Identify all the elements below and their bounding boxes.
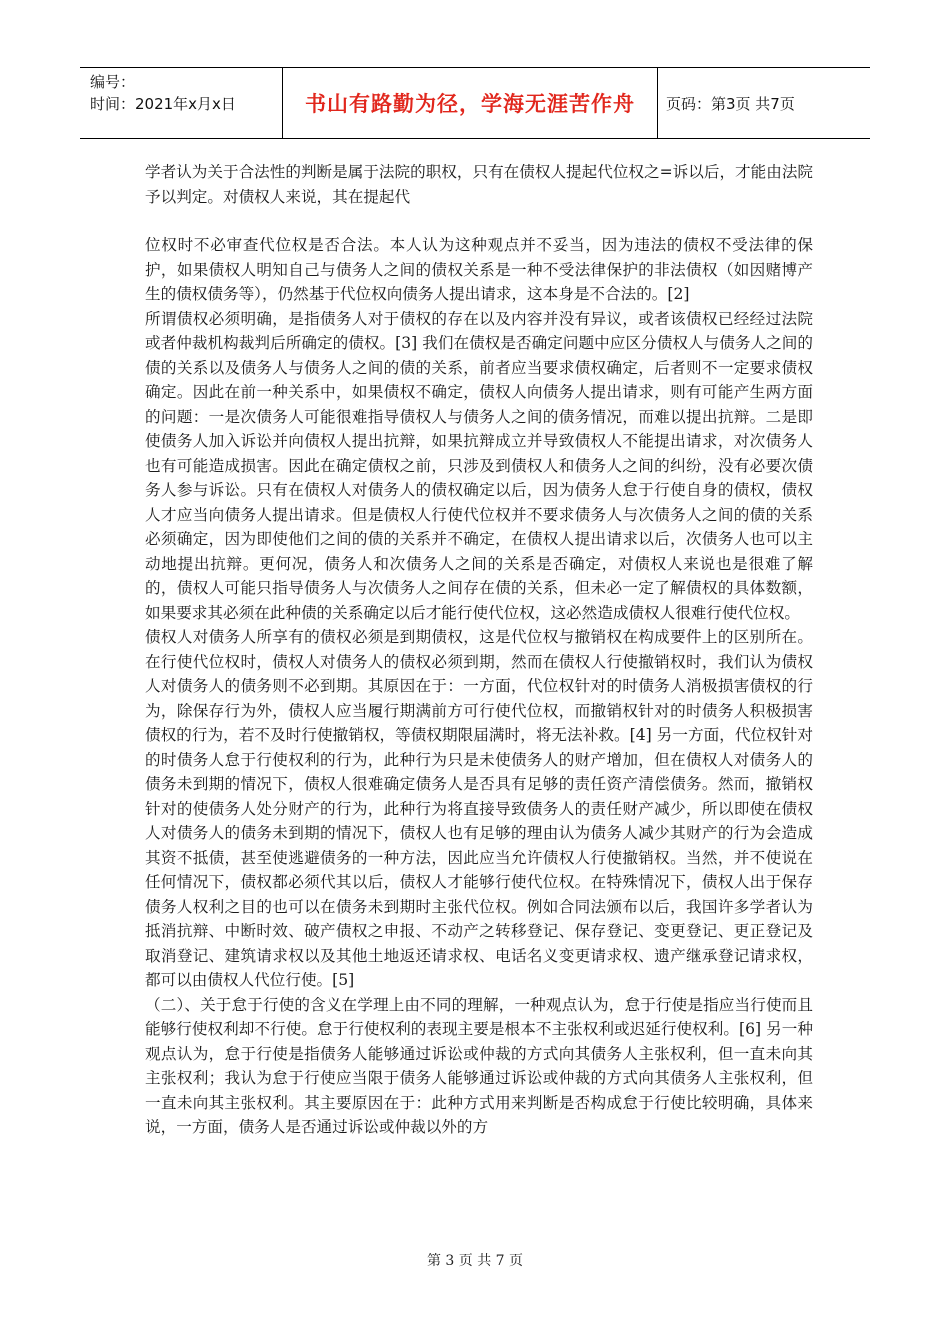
body-paragraph: 债权人对债务人所享有的债权必须是到期债权，这是代位权与撤销权在构成要件上的区别所在。在行使代位权时，债权人对债务人的债权必须到期，然而在债权人行使撤销权时，我们认为债权人对债务人的债务则不必到期。其原因在于：一方面，代位权针对的时债务人消极损害债权的行为，除保存行为外，债权人应当履行期满前方可行使代位权，而撤销权针对的时债务人积极损害债权的行为，若不及时行使撤销权，等债权期限届满时，将无法补救。[4] 另一方面，代位权针对的时债务人怠于行使权利的行为，此种行为只是未使债务人的财产增加，但在债权人对债务人的债务未到期的情况下，债权人很难确定债务人是否具有足够的责任资产清偿债务。然而，撤销权针对的使债务人处分财产的行为，此种行为将直接导致债务人的责任财产减少，所以即使在债权人对债务人的债务未到期的情况下，债权人也有足够的理由认为债务人减少其财产的行为会造成其资不抵债，甚至使逃避债务的一种方法，因此应当允许债权人行使撤销权。当然，并不使说在任何情况下，债权都必须代其以后，债权人才能够行使代位权。在特殊情况下，债权人出于保存债务人权利之目的也可以在债务未到期时主张代位权。例如合同法颁布以后，我国许多学者认为抵消抗辩、中断时效、破产债权之申报、不动产之转移登记、保存登记、变更登记、更正登记及取消登记、建筑请求权以及其他土地返还请求权、电话名义变更请求权、遗产继承登记请求权，都可以由债权人代位行使。[5]	[145, 628, 813, 989]
document-number-label: 编号：	[90, 73, 136, 91]
page-footer	[0, 1250, 950, 1270]
header-page-info: 页码：第3页 共7页	[666, 94, 795, 113]
page-footer-text: 第 3 页 共 7 页	[426, 1253, 524, 1269]
document-body	[145, 160, 813, 1140]
body-paragraph: 位权时不必审查代位权是否合法。本人认为这种观点并不妥当，因为违法的债权不受法律的保护，如果债权人明知自己与债务人之间的债权关系是一种不受法律保护的非法债权（如因赌博产生的债权债务等），仍然基于代位权向债务人提出请求，这本身是不合法的。[2]	[145, 236, 813, 303]
document-header	[80, 67, 870, 139]
header-page-cell	[658, 68, 870, 138]
header-meta-cell	[80, 68, 282, 138]
body-paragraph: 所谓债权必须明确，是指债务人对于债权的存在以及内容并没有异议，或者该债权已经经过法院或者仲裁机构裁判后所确定的债权。[3] 我们在债权是否确定问题中应区分债权人与债务人之间的债的关系以及债务人与债务人之间的债的关系，前者应当要求债权确定，后者则不一定要求债权确定。因此在前一种关系中，如果债权不确定，债权人向债务人提出请求，则有可能产生两方面的问题：一是次债务人可能很难指导债权人与债务人之间的债务情况，而难以提出抗辩。二是即使债务人加入诉讼并向债权人提出抗辩，如果抗辩成立并导致债权人不能提出请求，对次债务人也有可能造成损害。因此在确定债权之前，只涉及到债权人和债务人之间的纠纷，没有必要次债务人参与诉讼。只有在债权人对债务人的债权确定以后，因为债务人怠于行使自身的债权，债权人才应当向债务人提出请求。但是债权人行使代位权并不要求债务人与次债务人之间的债的关系必须确定，因为即使他们之间的债的关系并不确定，在债权人提出请求以后，次债务人也可以主动地提出抗辩。更何况，债务人和次债务人之间的关系是否确定，对债权人来说也是很难了解的，债权人可能只指导债务人与次债务人之间存在债的关系，但未必一定了解债权的具体数额，如果要求其必须在此种债的关系确定以后才能行使代位权，这必然造成债权人很难行使代位权。	[145, 309, 813, 622]
header-motto-cell	[282, 68, 658, 138]
document-time-label: 时间：2021年x月x日	[90, 95, 236, 113]
header-motto: 书山有路勤为径，学海无涯苦作舟	[305, 92, 635, 116]
body-paragraph: （二）、关于怠于行使的含义在学理上由不同的理解，一种观点认为，怠于行使是指应当行使而且能够行使权利却不行使。怠于行使权利的表现主要是根本不主张权利或迟延行使权利。[6] 另一种观点认为，怠于行使是指债务人能够通过诉讼或仲裁的方式向其债务人主张权利，但一直未向其主张权利；我认为怠于行使应当限于债务人能够通过诉讼或仲裁的方式向其债务人主张权利，但一直未向其主张权利。其主要原因在于：此种方式用来判断是否构成怠于行使比较明确，具体来说，一方面，债务人是否通过诉讼或仲裁以外的方	[145, 995, 813, 1136]
body-paragraph: 学者认为关于合法性的判断是属于法院的职权，只有在债权人提起代位权之=诉以后，才能由法院予以判定。对债权人来说，其在提起代	[145, 163, 814, 206]
